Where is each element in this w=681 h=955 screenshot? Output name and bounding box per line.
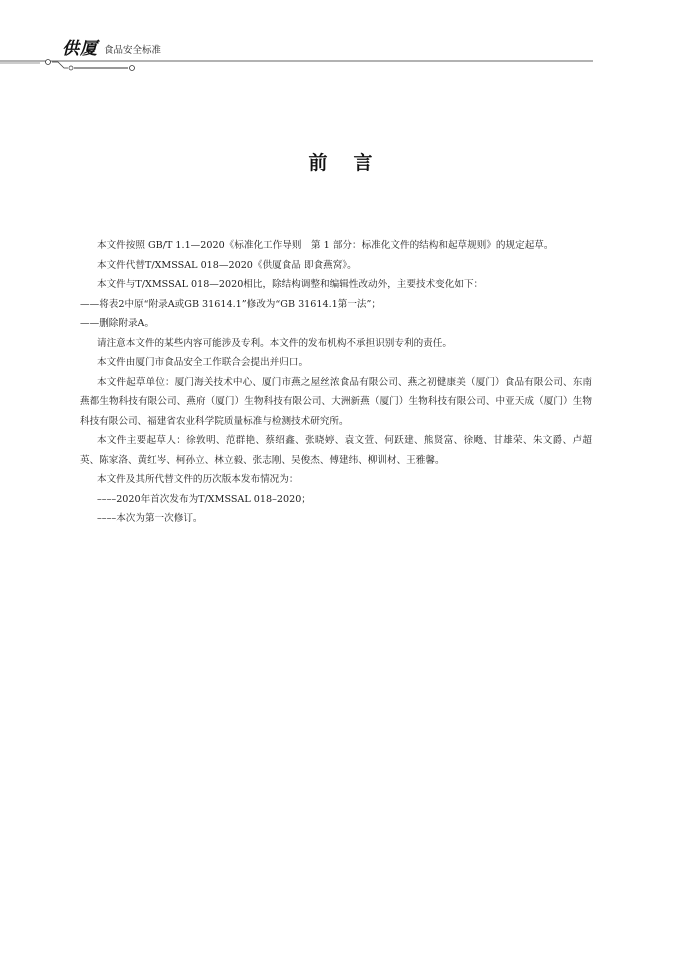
paragraph-drafting-units: 本文件起草单位：厦门海关技术中心、厦门市燕之屋丝浓食品有限公司、燕之初健康美（厦门）食品有限公司、东南燕都生物科技有限公司、燕府（厦门）生物科技有限公司、大洲新燕（厦门）生物科技有限公司、中亚天成（厦门）生物科技有限公司、福建省农业科学院质量标准与检测技术研究所。 <box>80 376 592 427</box>
change-item-annex: ——删除附录A。 <box>80 318 155 329</box>
paragraph-drafters: 本文件主要起草人：徐敦明、范群艳、蔡绍鑫、张晓婷、袁文萱、何跃建、熊贤富、徐飏、甘雄荣、朱文爵、卢超英、陈家洛、黄红岑、柯孙立、林立毅、张志刚、吴俊杰、傅建纬、柳训材、王雅馨。 <box>80 435 592 466</box>
paragraph-patent-notice: 请注意本文件的某些内容可能涉及专利。本文件的发布机构不承担识别专利的责任。 <box>97 337 452 349</box>
page-header <box>0 0 681 80</box>
header-subtitle: 食品安全标准 <box>104 45 162 56</box>
paragraph-changes-intro: 本文件与T/XMSSAL 018—2020相比，除结构调整和编辑性改动外，主要技术变化如下： <box>97 279 484 290</box>
paragraph-replaces: 本文件代替T/XMSSAL 018—2020《供厦食品 即食燕窝》。 <box>97 259 357 271</box>
change-item-table2: ——将表2中原“附录A或GB 31614.1”修改为“GB 31614.1第一法”； <box>80 298 382 310</box>
paragraph-history-intro: 本文件及其所代替文件的历次版本发布情况为： <box>97 474 299 485</box>
paragraph-proposer: 本文件由厦门市食品安全工作联合会提出并归口。 <box>97 357 309 368</box>
foreword-body <box>80 236 592 529</box>
history-item-revision: ––––本次为第一次修订。 <box>97 513 203 524</box>
history-item-first: ––––2020年首次发布为T/XMSSAL 018–2020； <box>97 493 311 505</box>
header-decoration <box>0 52 681 76</box>
brand-logo: 供厦 <box>62 39 98 59</box>
page-title: 前言 <box>308 152 399 174</box>
paragraph-drafting-rules: 本文件按照 GB/T 1.1—2020《标准化工作导则 第 1 部分：标准化文件的结构和起草规则》的规定起草。 <box>97 240 554 251</box>
